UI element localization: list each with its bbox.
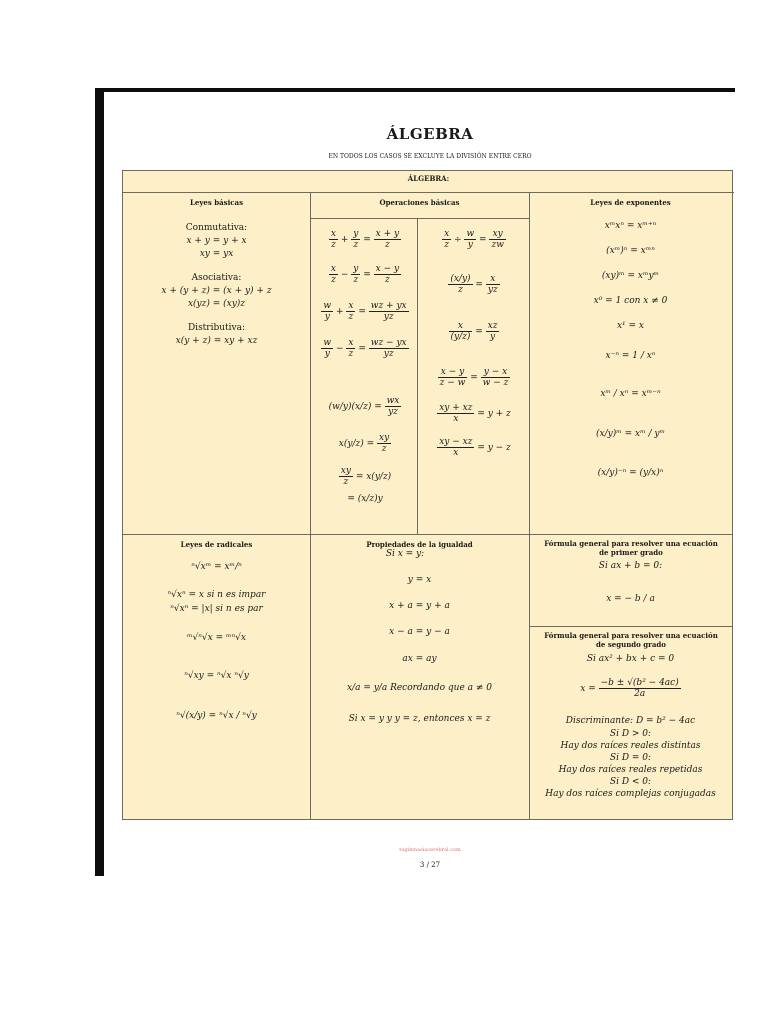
- formula: x + y = y + x: [186, 236, 247, 246]
- formula: Si D = 0:: [609, 753, 652, 763]
- propiedades-igualdad-title: Propiedades de la igualdad: [366, 540, 473, 549]
- row-divider: [123, 534, 732, 535]
- formula: y = x: [407, 575, 432, 585]
- page-subtitle: EN TODOS LOS CASOS SE EXCLUYE LA DIVISIÓN ENTRE CERO: [328, 153, 532, 160]
- formula: xy = yx: [199, 249, 234, 259]
- formula: $\frac{x}{(y/z)}$ = $\frac{xz}{y}$: [450, 321, 498, 342]
- formula: ⁿ√xy = ⁿ√x ⁿ√y: [184, 671, 249, 681]
- conmutativa-label: Conmutativa:: [185, 223, 248, 233]
- distributiva-label: Distributiva:: [187, 323, 246, 333]
- column-divider: [417, 218, 418, 534]
- footer-link[interactable]: tugimnasiacerebral.com: [399, 847, 461, 853]
- formula: Si x = y y y = z, entonces x = z: [348, 714, 491, 724]
- sheet-header: ÁLGEBRA:: [123, 171, 734, 193]
- formula: ax = ay: [402, 654, 437, 664]
- formula: xᵐ / xⁿ = xᵐ⁻ⁿ: [600, 389, 661, 399]
- formula: $\frac{xy - xz}{x}$ = y − z: [439, 437, 511, 458]
- formula: x(y/z) = $\frac{xy}{z}$: [338, 433, 390, 454]
- formula: (x/y)⁻ⁿ = (y/x)ⁿ: [597, 468, 664, 478]
- formula: ⁿ√(x/y) = ⁿ√x / ⁿ√y: [176, 711, 257, 721]
- formula: x + (y + z) = (x + y) + z: [161, 286, 272, 296]
- formula: $\frac{(x/y)}{z}$ = $\frac{x}{yz}$: [450, 274, 498, 295]
- primer-grado-title: Fórmula general para resolver una ecuación de primer grado: [544, 539, 718, 557]
- page-top-border: [95, 88, 735, 92]
- formula: ᵐ√ⁿ√x = ᵐⁿ√x: [187, 633, 246, 643]
- formula: ⁿ√xⁿ = |x| si n es par: [170, 604, 263, 614]
- formula: x(y + z) = xy + xz: [175, 336, 258, 346]
- formula: Si x = y:: [385, 549, 425, 559]
- formula: Discriminante: D = b² − 4ac: [565, 716, 696, 726]
- formula: x/a = y/a Recordando que a ≠ 0: [346, 683, 492, 693]
- formula: Si D > 0:: [609, 729, 652, 739]
- formula: $\frac{w}{y}$ + $\frac{x}{z}$ = $\frac{wz + yx}{yz}$: [323, 301, 407, 322]
- row-divider: [310, 218, 529, 219]
- leyes-basicas-title: Leyes básicas: [189, 198, 244, 207]
- formula: (xy)ᵐ = xᵐyᵐ: [601, 271, 660, 281]
- formula: = (x/z)y: [347, 494, 383, 504]
- segundo-grado-title: Fórmula general para resolver una ecuación de segundo grado: [544, 631, 718, 649]
- page-left-border: [95, 88, 104, 876]
- formula: Hay dos raíces complejas conjugadas: [545, 789, 716, 799]
- formula: ⁿ√xᵐ = xᵐ/ⁿ: [191, 562, 242, 572]
- row-divider: [529, 626, 732, 627]
- formula: Hay dos raíces reales distintas: [560, 741, 701, 751]
- formula: (w/y)(x/z) = $\frac{wx}{yz}$: [328, 396, 400, 417]
- leyes-exponentes-title: Leyes de exponentes: [590, 198, 671, 207]
- formula: $\frac{x}{z}$ ÷ $\frac{w}{y}$ = $\frac{xy}{zw}$: [444, 229, 504, 250]
- asociativa-label: Asociativa:: [191, 273, 242, 283]
- formula: Si ax + b = 0:: [598, 561, 663, 571]
- page-title: ÁLGEBRA: [386, 125, 474, 143]
- formula: x + a = y + a: [389, 601, 450, 611]
- formula: $\frac{xy}{z}$ = x(y/z): [340, 466, 392, 487]
- formula: $\frac{x}{z}$ + $\frac{y}{z}$ = $\frac{x + y}{z}$: [330, 229, 400, 250]
- formula: $\frac{x}{z}$ − $\frac{y}{z}$ = $\frac{x - y}{z}$: [330, 264, 400, 285]
- operaciones-basicas-title: Operaciones básicas: [379, 198, 460, 207]
- formula: ⁿ√xⁿ = x si n es impar: [167, 590, 266, 600]
- formula: Hay dos raíces reales repetidas: [558, 765, 703, 775]
- formula: x = $\frac{\text{−b ± √(b² − 4ac)}}{2a}$: [580, 678, 679, 699]
- formula: Si ax² + bx + c = 0: [586, 654, 675, 664]
- formula: x⁰ = 1 con x ≠ 0: [593, 296, 668, 306]
- formula: (x/y)ᵐ = xᵐ / yᵐ: [596, 429, 665, 439]
- formula: $\frac{xy + xz}{x}$ = y + z: [439, 403, 511, 424]
- formula: Si D < 0:: [609, 777, 652, 787]
- page-number: 3 / 27: [419, 861, 441, 869]
- formula: $\frac{w}{y}$ − $\frac{x}{z}$ = $\frac{wz - yx}{yz}$: [323, 338, 407, 359]
- formula: x − a = y − a: [389, 627, 450, 637]
- formula: x⁻ⁿ = 1 / xⁿ: [605, 351, 656, 361]
- formula-sheet: [122, 170, 733, 820]
- formula: $\frac{x - y}{z - w}$ = $\frac{y - x}{w - z}$: [439, 367, 509, 388]
- formula: x(yz) = (xy)z: [187, 299, 246, 309]
- formula: x = − b / a: [606, 594, 655, 604]
- formula: (xᵐ)ⁿ = xᵐⁿ: [606, 246, 655, 256]
- formula: x¹ = x: [616, 321, 645, 331]
- leyes-radicales-title: Leyes de radicales: [180, 540, 253, 549]
- formula: xᵐxⁿ = xᵐ⁺ⁿ: [604, 221, 657, 231]
